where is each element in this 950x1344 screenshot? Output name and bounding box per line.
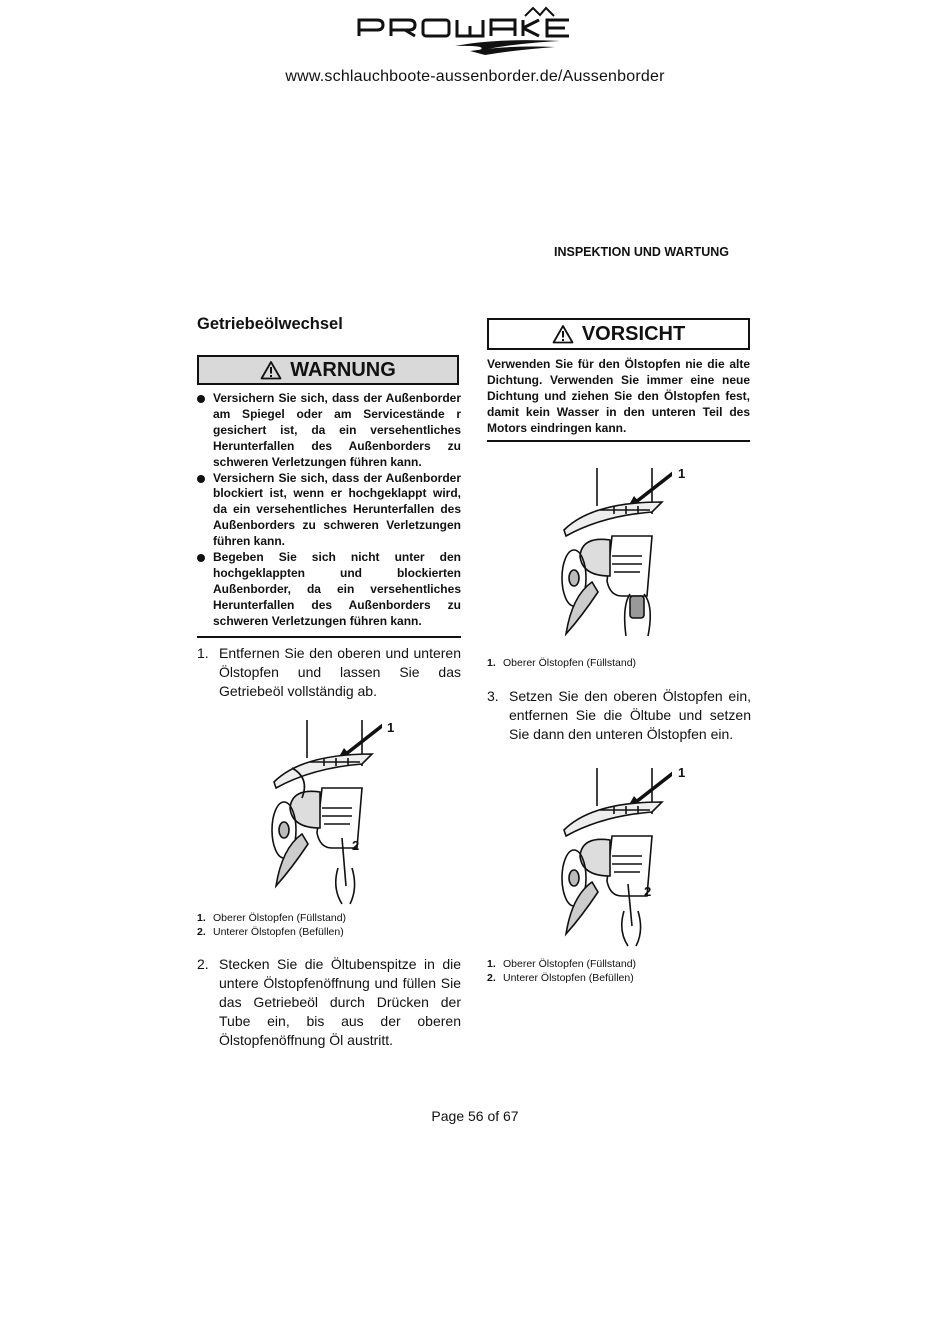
figure-label: 2 [644,884,652,899]
step-1 [197,644,461,701]
list-item: Begeben Sie sich nicht unter den hochgeklappten und blockierten Außenborder, da ein versehentliches Herunterfallen des Außenborders zu schweren Verletzungen führen kann. [197,550,461,630]
figure-caption [487,958,750,985]
figure-caption [197,912,461,939]
step-text: Stecken Sie die Öltubenspitze in die untere Ölstopfenöffnung und füllen Sie das Getriebeöl durch Drücken der Tube ein, bis aus der oberen Ölstopfenöffnung Öl austritt. [219,956,461,1048]
caption-line: 2. Unterer Ölstopfen (Befüllen) [197,925,344,938]
warning-bullet-list [197,391,461,630]
warning-label: WARNUNG [290,358,396,381]
warning-box [197,355,459,385]
step-number: 3. [487,688,499,704]
outboard-gearcase-illustration [552,766,672,948]
list-item: Versichern Sie sich, dass der Außenborder am Spiegel oder am Servicestände r gesichert ist, da ein versehentliches Herunterfallen des Außenborders zu schweren Verletzungen führen kann. [197,391,461,471]
warning-triangle-icon [552,324,574,344]
warning-triangle-icon [260,360,282,380]
caption-line: 1. Oberer Ölstopfen (Füllstand) [487,657,637,669]
caution-divider [487,440,750,442]
section-header: INSPEKTION UND WARTUNG [554,245,729,259]
caption-line: 2. Unterer Ölstopfen (Befüllen) [487,971,634,984]
caption-line: 1. Oberer Ölstopfen (Füllstand) [197,912,347,924]
bullet-icon [197,395,205,403]
bullet-icon [197,475,205,483]
step-2 [197,955,461,1050]
list-item: Versichern Sie sich, dass der Außenborder blockiert ist, wenn er hochgeklappt wird, da ein versehentliches Herunterfallen des Außenborders zu schweren Verletzungen führen kann. [197,471,461,551]
step-text: Entfernen Sie den oberen und unteren Ölstopfen und lassen Sie das Getriebeöl vollständig ab. [219,645,461,699]
outboard-gearcase-illustration [262,718,382,906]
figure-label: 1 [678,765,686,780]
page-title: Getriebeölwechsel [197,315,343,333]
site-url: www.schlauchboote-aussenborder.de/Aussenborder [285,68,665,85]
prowake-logo [355,4,587,56]
caution-text: Verwenden Sie für den Ölstopfen nie die alte Dichtung. Verwenden Sie immer eine neue Dichtung und ziehen Sie den Ölstopfen fest, damit kein Wasser in den unteren Teil des Motors eindringen kann. [487,357,750,435]
outboard-gearcase-illustration [552,466,672,648]
step-3 [487,687,751,744]
figure-label: 1 [678,466,686,481]
step-text: Setzen Sie den oberen Ölstopfen ein, entfernen Sie die Öltube und setzen Sie dann den unteren Ölstopfen ein. [509,688,751,742]
figure-label: 2 [352,838,360,853]
step-number: 2. [197,956,209,972]
caution-box [487,318,750,350]
caution-label: VORSICHT [581,322,686,345]
figure-caption [487,657,750,671]
bullet-icon [197,554,205,562]
caption-line: 1. Oberer Ölstopfen (Füllstand) [487,958,637,970]
figure-label: 1 [387,720,395,735]
step-number: 1. [197,645,209,661]
warning-divider [197,636,461,638]
page-number: Page 56 of 67 [431,1108,519,1124]
